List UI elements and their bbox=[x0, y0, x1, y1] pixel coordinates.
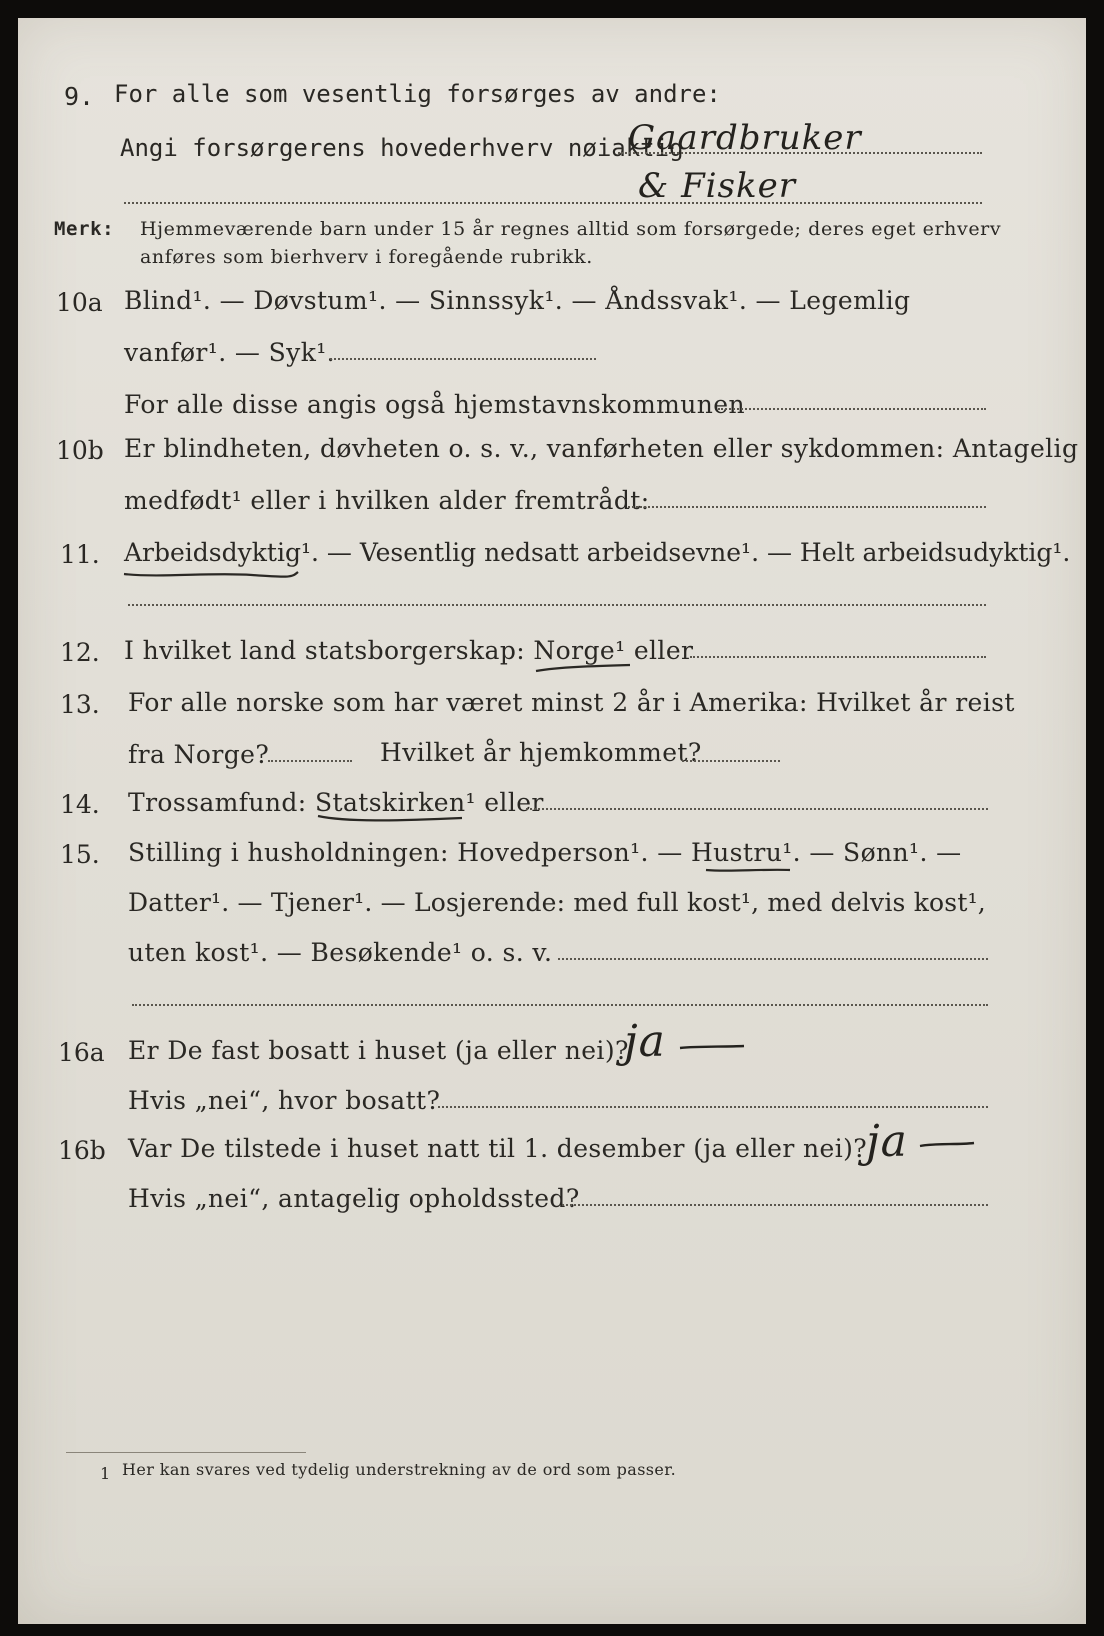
q14-trossamfund-line[interactable] bbox=[526, 808, 988, 810]
q10a-line1: Blind¹. — Døvstum¹. — Sinnssyk¹. — Åndssvak¹. — Legemlig bbox=[124, 286, 911, 315]
q9-number: 9. bbox=[64, 82, 95, 111]
footnote-rule bbox=[66, 1452, 306, 1453]
q16a-answer-stroke bbox=[678, 1042, 748, 1054]
q10a-number: 10a bbox=[56, 288, 103, 317]
footnote-marker: 1 bbox=[100, 1464, 111, 1483]
merk-line2: anføres som bierhverv i foregående rubrikk. bbox=[140, 246, 593, 268]
q16b-opholdssted-line[interactable] bbox=[562, 1204, 988, 1206]
q9-answer-line2[interactable] bbox=[124, 202, 982, 204]
q9-handwritten-answer2: & Fisker bbox=[638, 166, 796, 206]
q11-underline-arbeidsdyktig bbox=[122, 568, 302, 582]
footnote-text: Her kan svares ved tydelig understrekning av de ord som passer. bbox=[122, 1460, 677, 1479]
q15-line1: Stilling i husholdningen: Hovedperson¹. — Hustru¹. — Sønn¹. — bbox=[128, 838, 962, 867]
q13-number: 13. bbox=[60, 690, 100, 719]
q12-land-line[interactable] bbox=[690, 656, 986, 658]
merk-line1: Hjemmeværende barn under 15 år regnes alltid som forsørgede; deres eget erhverv bbox=[140, 218, 1002, 240]
q13-reist-line[interactable] bbox=[268, 760, 352, 762]
q15-besokende-line[interactable] bbox=[558, 958, 988, 960]
q16b-handwritten-answer: ja bbox=[866, 1116, 908, 1167]
merk-label: Merk: bbox=[54, 218, 115, 240]
q16a-number: 16a bbox=[58, 1038, 105, 1067]
q10a-syk-line[interactable] bbox=[330, 358, 596, 360]
q13-hjemkommet-line[interactable] bbox=[682, 760, 780, 762]
q10b-number: 10b bbox=[56, 436, 104, 465]
census-form-page bbox=[18, 18, 1086, 1624]
q16a-line2: Hvis „nei“, hvor bosatt? bbox=[128, 1086, 441, 1115]
q12-underline-norge bbox=[534, 662, 634, 676]
q15-line2: Datter¹. — Tjener¹. — Losjerende: med full kost¹, med delvis kost¹, bbox=[128, 888, 986, 917]
q9-line2: Angi forsørgerens hovederhverv nøiaktig bbox=[120, 134, 684, 162]
q12-number: 12. bbox=[60, 638, 100, 667]
q14-line1: Trossamfund: Statskirken¹ eller bbox=[128, 788, 544, 817]
q12-line1: I hvilket land statsborgerskap: Norge¹ eller bbox=[124, 636, 694, 665]
q13-line1: For alle norske som har været minst 2 år i Amerika: Hvilket år reist bbox=[128, 688, 1015, 717]
q16b-line2: Hvis „nei“, antagelig opholdssted? bbox=[128, 1184, 580, 1213]
q14-number: 14. bbox=[60, 790, 100, 819]
q16b-answer-stroke bbox=[918, 1140, 978, 1152]
q10b-line1: Er blindheten, døvheten o. s. v., vanførheten eller sykdommen: Antagelig bbox=[124, 434, 1079, 463]
q10b-alder-line[interactable] bbox=[628, 506, 986, 508]
q16a-line1: Er De fast bosatt i huset (ja eller nei)? bbox=[128, 1036, 629, 1065]
q13-line2b: Hvilket år hjemkommet? bbox=[380, 738, 702, 767]
q15-underline-hustru bbox=[704, 864, 794, 876]
q11-answer-line[interactable] bbox=[128, 604, 986, 606]
q16b-line1: Var De tilstede i huset natt til 1. desember (ja eller nei)? bbox=[128, 1134, 868, 1163]
q11-number: 11. bbox=[60, 540, 100, 569]
q16b-number: 16b bbox=[58, 1136, 106, 1165]
q10a-line2: vanfør¹. — Syk¹. bbox=[124, 338, 336, 367]
q10a-hjemstavn-line[interactable] bbox=[718, 408, 986, 410]
q15-line3: uten kost¹. — Besøkende¹ o. s. v. bbox=[128, 938, 553, 967]
q14-underline-statskirken bbox=[316, 812, 466, 826]
q16a-bosatt-line[interactable] bbox=[438, 1106, 988, 1108]
q9-line1: For alle som vesentlig forsørges av andre: bbox=[114, 80, 721, 108]
q11-line1: Arbeidsdyktig¹. — Vesentlig nedsatt arbeidsevne¹. — Helt arbeidsudyktig¹. bbox=[124, 538, 1071, 567]
q15-extra-line[interactable] bbox=[132, 1004, 988, 1006]
q10b-line2: medfødt¹ eller i hvilken alder fremtrådt: bbox=[124, 486, 650, 515]
q13-line2a: fra Norge? bbox=[128, 740, 270, 769]
q15-number: 15. bbox=[60, 840, 100, 869]
q9-handwritten-answer1: Gaardbruker bbox=[628, 118, 862, 158]
q10a-line3: For alle disse angis også hjemstavnskommunen bbox=[124, 390, 745, 419]
q16a-handwritten-answer: ja bbox=[624, 1016, 666, 1067]
